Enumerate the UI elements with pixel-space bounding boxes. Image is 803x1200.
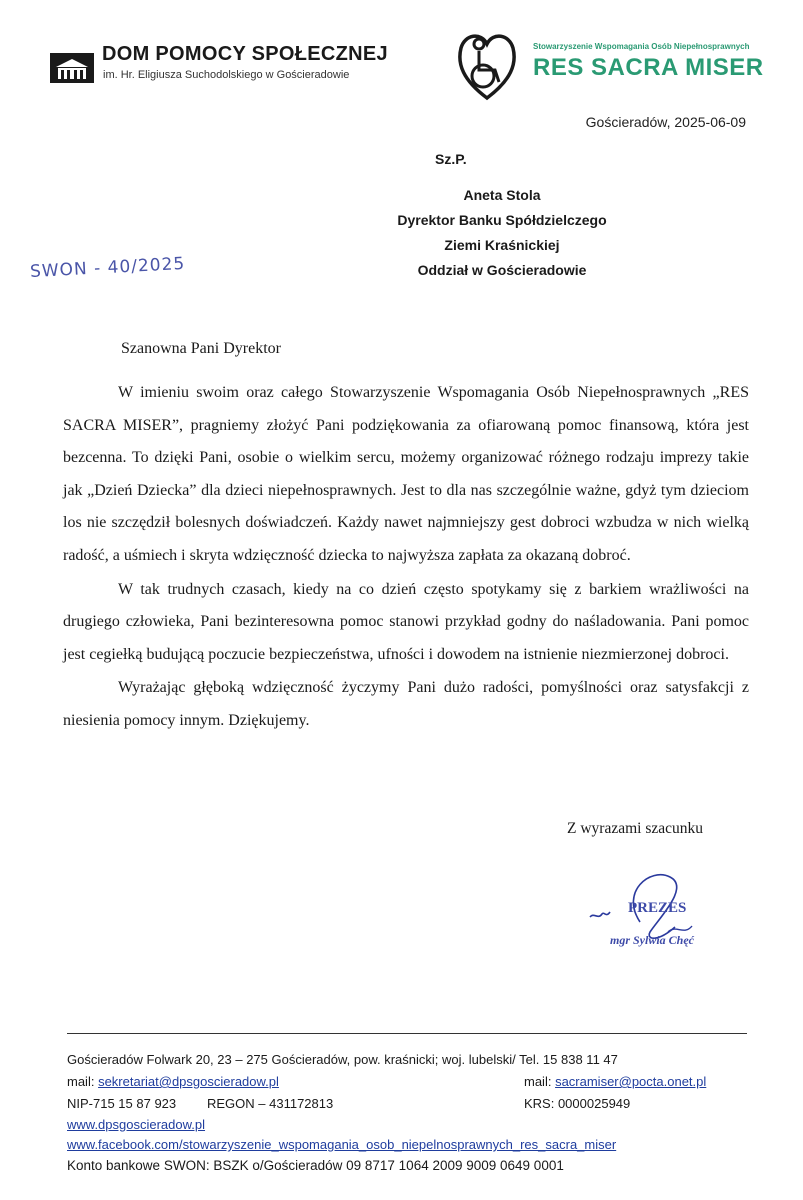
footer-mail-right-link[interactable]: sacramiser@pocta.onet.pl [555, 1074, 707, 1089]
res-sacra-org-subtitle: Stowarzyszenie Wspomagania Osób Niepełnosprawnych [533, 42, 750, 51]
footer-address: Gościeradów Folwark 20, 23 – 275 Gościeradów, pow. kraśnicki; woj. lubelski/ Tel. 15 838 11 47 [67, 1052, 618, 1067]
footer-krs: KRS: 0000025949 [524, 1096, 631, 1111]
recipient-name: Aneta Stola [463, 187, 541, 203]
footer-facebook-link[interactable]: www.facebook.com/stowarzyszenie_wspomagania_osob_niepelnosprawnych_res_sacra_miser [67, 1137, 617, 1152]
president-signature-stamp [580, 862, 740, 952]
res-sacra-miser-logo [455, 24, 519, 102]
footer-mail-left-link[interactable]: sekretariat@dpsgoscieradow.pl [98, 1074, 279, 1089]
handwritten-reference-number: SWON - 40/2025 [29, 253, 186, 283]
footer-website-link[interactable]: www.dpsgoscieradow.pl [67, 1117, 206, 1132]
recipient-branch: Oddział w Gościeradowie [417, 262, 587, 278]
dps-org-name: DOM POMOCY SPOŁECZNEJ [102, 43, 388, 65]
letter-closing: Z wyrazami szacunku [567, 820, 703, 837]
addressee-salutation: Sz.P. [435, 151, 467, 167]
recipient-block [300, 183, 704, 283]
letter-greeting: Szanowna Pani Dyrektor [121, 340, 281, 357]
footer-mail-label: mail: [67, 1074, 99, 1089]
dps-org-subtitle: im. Hr. Eligiusza Suchodolskiego w Gościeradowie [103, 69, 350, 81]
letter-date: Gościeradów, 2025-06-09 [585, 114, 746, 130]
recipient-title: Dyrektor Banku Spółdzielczego [397, 212, 607, 228]
stamp-title: PREZES [628, 900, 687, 916]
footer-mail-right-group [524, 1074, 706, 1089]
footer-bank-account: Konto bankowe SWON: BSZK o/Gościeradów 09 8717 1064 2009 9009 0649 0001 [67, 1158, 564, 1173]
stamp-name: mgr Sylwia Chęć [610, 933, 695, 947]
body-paragraph: Wyrażając głęboką wdzięczność życzymy Pani dużo radości, pomyślności oraz satysfakcji z niesienia pomocy innym. Dziękujemy. [63, 679, 749, 729]
footer-mail-left-group [67, 1074, 279, 1089]
letter-body [63, 377, 749, 739]
footer-divider [67, 1033, 747, 1034]
dps-building-logo [50, 53, 94, 83]
footer-nip: NIP-715 15 87 923 [67, 1096, 177, 1111]
res-sacra-org-name: RES SACRA MISER [533, 54, 764, 81]
body-paragraph: W tak trudnych czasach, kiedy na co dzień często spotykamy się z barkiem wrażliwości na drugiego człowieka, Pani bezinteresowna pomoc stanowi przykład godny do naśladowania. Pani pomoc jest cegiełką budującą poczucie bezpieczeństwa, ufności i dowodem na istnienie niezmierzonej dobroci. [63, 580, 749, 663]
recipient-bank-region: Ziemi Kraśnickiej [444, 237, 560, 253]
footer-regon: REGON – 431172813 [207, 1096, 334, 1111]
body-paragraph: W imieniu swoim oraz całego Stowarzyszenie Wspomagania Osób Niepełnosprawnych „RES SACRA MISER”, pragniemy złożyć Pani podziękowania za ofiarowaną pomoc finansową, która jest bezcenna. To dzięki Pani, osobie o wielkim sercu, możemy organizować różnego rodzaju imprezy takie jak „Dzień Dziecka” dla dzieci niepełnosprawnych. Jest to dla nas szczególnie ważne, gdyż tym dzieciom los nie szczędził bolesnych doświadczeń. Każdy nawet najmniejszy gest dobroci wzbudza w nich wielką radość, a uśmiech i skryta wdzięczność dziecka to najwyższa zapłata za okazaną dobroć. [63, 384, 749, 564]
footer-mail-right-label: mail: [524, 1074, 556, 1089]
